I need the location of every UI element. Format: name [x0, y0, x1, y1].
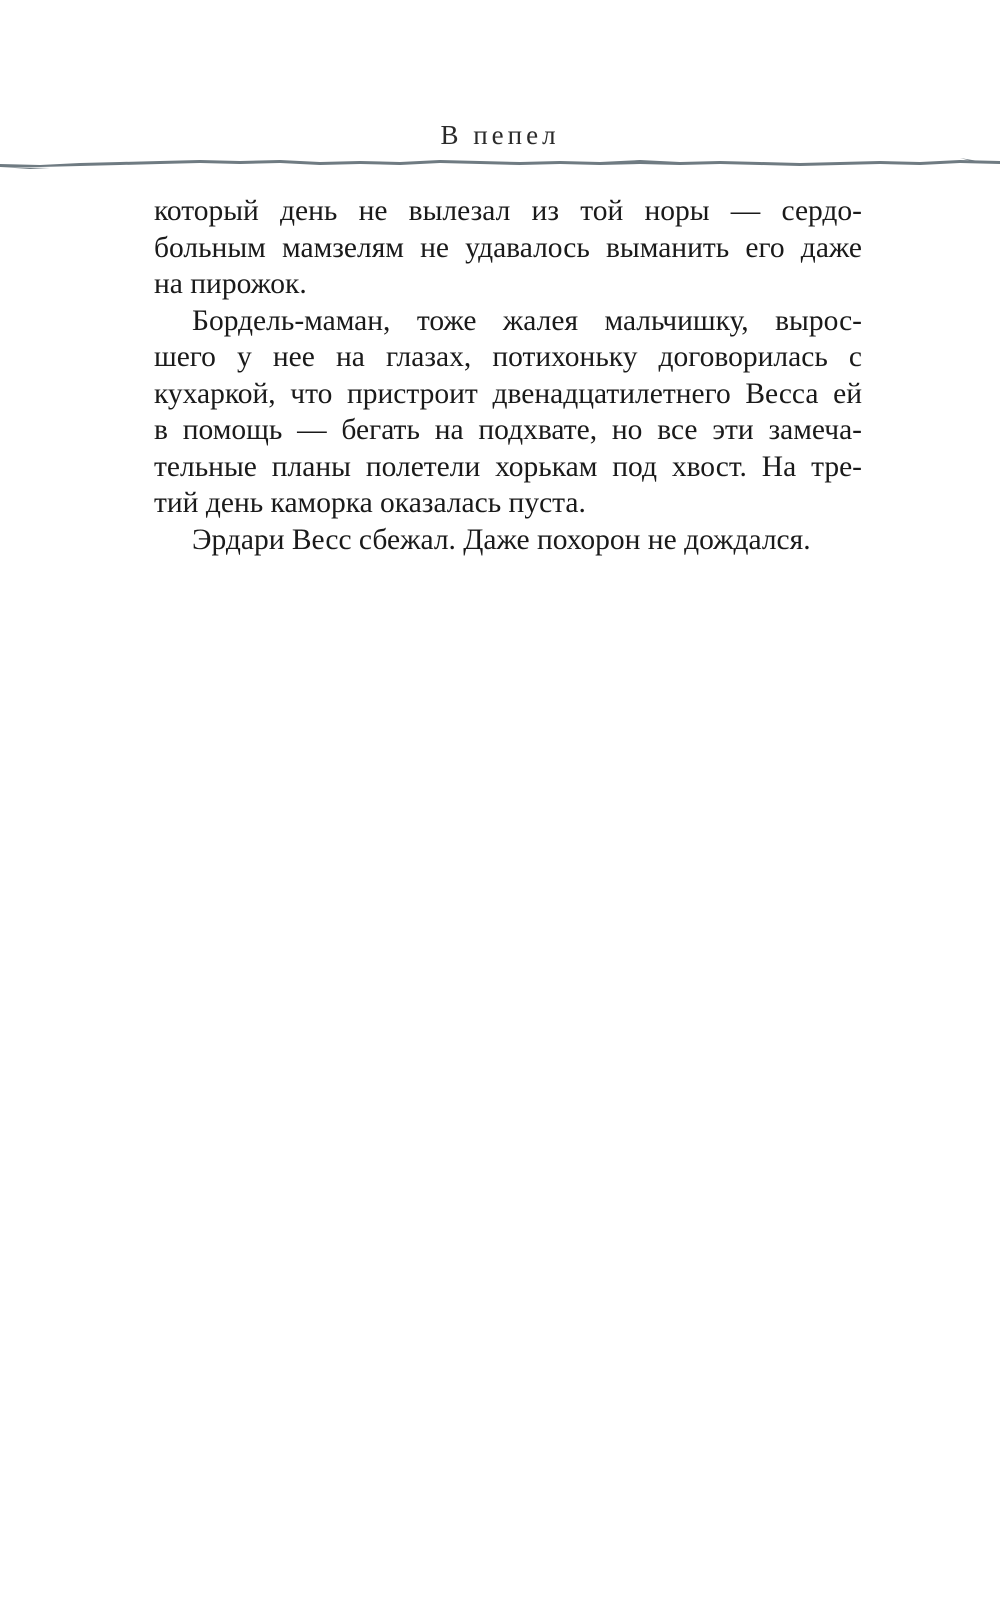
text-line-5: шего у нее на глазах, потихоньку договорилась с — [154, 341, 862, 373]
running-head-title: В пепел — [440, 120, 560, 150]
text-line-8: тельные планы полетели хорькам под хвост. На тре- — [154, 450, 862, 483]
body-text — [154, 193, 862, 558]
text-line-2: больным мамзелям не удавалось выманить его даже — [154, 231, 862, 264]
text-line-9: тий день каморка оказалась пуста. — [154, 487, 586, 519]
decorative-rule — [0, 150, 1000, 180]
text-line-7: в помощь — бегать на подхвате, но все эти замеча- — [154, 414, 862, 446]
text-line-10: Эрдари Весс сбежал. Даже похорон не дождался. — [192, 523, 811, 556]
text-line-1: который день не вылезал из той норы — сердо- — [154, 195, 862, 227]
text-line-4: Бордель-маман, тоже жалея мальчишку, вырос- — [192, 304, 862, 337]
text-line-3: на пирожок. — [154, 268, 307, 300]
text-line-6: кухаркой, что пристроит двенадцатилетнего Весса ей — [154, 377, 862, 410]
